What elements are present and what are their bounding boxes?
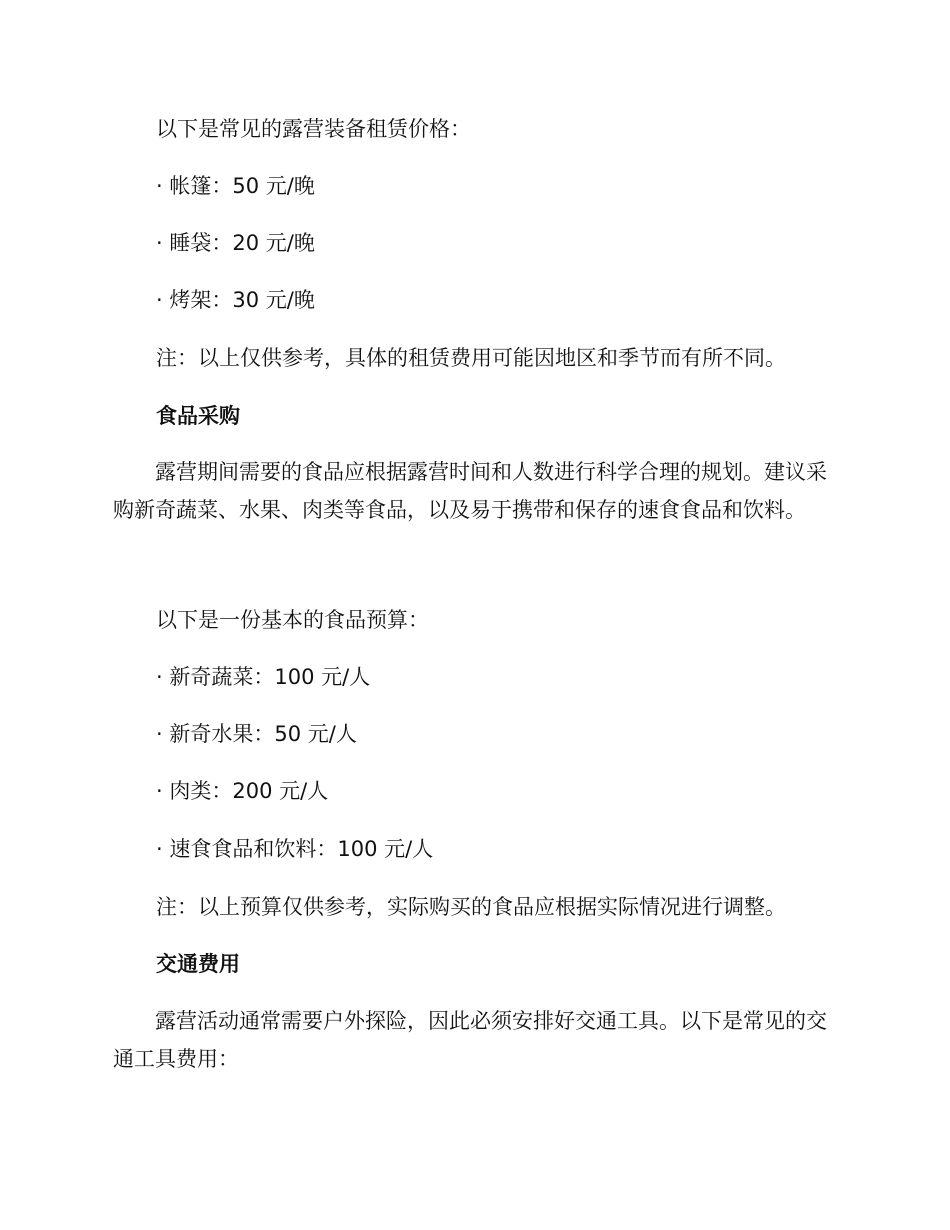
transport-heading: 交通费用	[156, 952, 240, 976]
food-item-meat: · 肉类：200 元/人	[156, 776, 328, 806]
food-item-instant-food: · 速食食品和饮料：100 元/人	[156, 834, 433, 864]
equipment-item-sleeping-bag: · 睡袋：20 元/晚	[156, 228, 315, 258]
food-paragraph: 露营期间需要的食品应根据露营时间和人数进行科学合理的规划。建议采购新奇蔬菜、水果、肉类等食品，以及易于携带和保存的速食食品和饮料。	[113, 460, 827, 522]
food-item-fruit: · 新奇水果：50 元/人	[156, 719, 357, 749]
equipment-item-tent: · 帐篷：50 元/晚	[156, 171, 315, 201]
equipment-intro: 以下是常见的露营装备租赁价格：	[156, 117, 471, 141]
food-heading: 食品采购	[156, 404, 240, 428]
food-item-vegetables: · 新奇蔬菜：100 元/人	[156, 662, 370, 692]
equipment-note: 注：以上仅供参考，具体的租赁费用可能因地区和季节而有所不同。	[156, 346, 786, 370]
food-intro: 以下是一份基本的食品预算：	[156, 608, 429, 632]
transport-paragraph: 露营活动通常需要户外探险，因此必须安排好交通工具。以下是常见的交通工具费用：	[113, 1009, 827, 1071]
food-note: 注：以上预算仅供参考，实际购买的食品应根据实际情况进行调整。	[156, 895, 786, 919]
equipment-item-grill: · 烤架：30 元/晚	[156, 285, 315, 315]
